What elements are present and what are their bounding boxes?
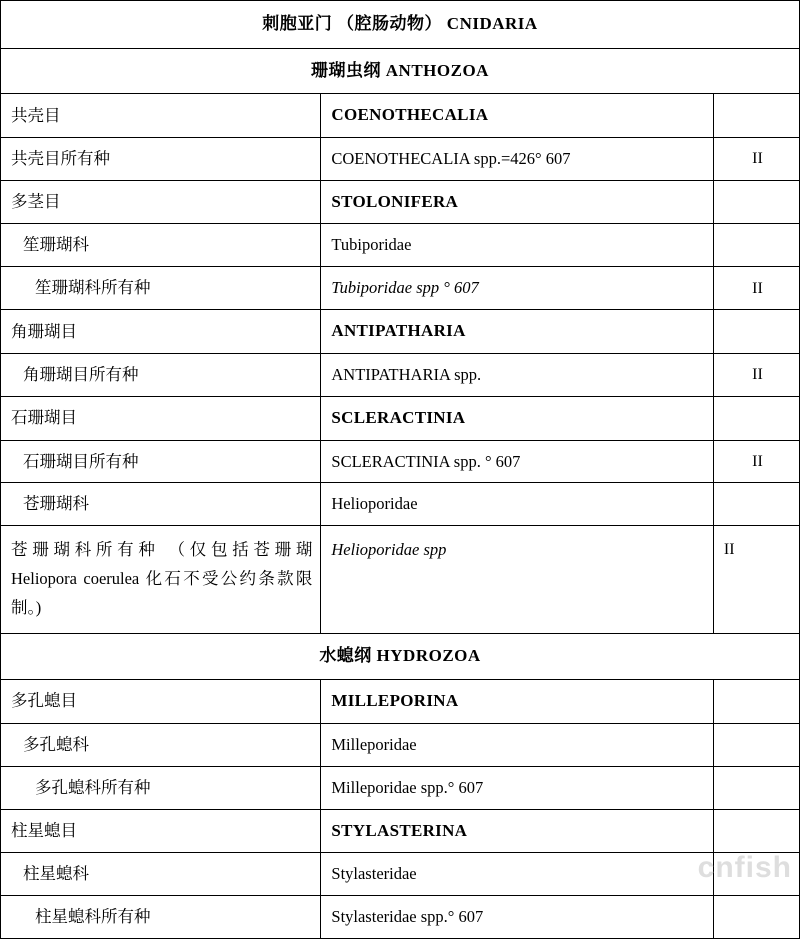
appendix-annotation: II — [752, 366, 763, 384]
taxon-chinese-name: 共壳目 — [11, 105, 61, 125]
table-row — [1, 896, 800, 939]
phylum-title: 刺胞亚门 （腔肠动物） CNIDARIA — [262, 14, 538, 33]
taxon-latin-name: ANTIPATHARIA — [331, 321, 466, 341]
watermark: cnfish — [697, 851, 792, 884]
appendix-annotation — [714, 236, 799, 254]
table-row — [1, 94, 800, 138]
taxon-latin-name: Tubiporidae spp ° 607 — [331, 278, 479, 298]
taxon-latin-name: Milleporidae — [331, 734, 417, 754]
taxon-latin-name: Helioporidae — [331, 494, 418, 514]
appendix-annotation: II — [752, 279, 763, 297]
table-row — [1, 310, 800, 354]
taxon-latin-name: Stylasteridae — [331, 864, 417, 884]
taxon-chinese-name: 共壳目所有种 — [11, 148, 110, 168]
table-row — [1, 353, 800, 396]
taxon-latin-name: Milleporidae spp.° 607 — [331, 777, 484, 797]
taxon-latin-name: Stylasteridae spp.° 607 — [331, 907, 484, 927]
class-heading: 珊瑚虫纲 ANTHOZOA — [311, 60, 489, 80]
appendix-annotation — [714, 323, 799, 341]
appendix-annotation — [714, 908, 799, 926]
taxon-chinese-name: 笙珊瑚科所有种 — [35, 278, 151, 298]
taxon-chinese-name: 多孔螅科所有种 — [35, 777, 151, 797]
table-row — [1, 766, 800, 809]
taxon-chinese-name: 柱星螅科所有种 — [35, 907, 151, 927]
table-row — [1, 680, 800, 724]
taxon-latin-name: Tubiporidae — [331, 235, 412, 255]
appendix-annotation: II — [752, 150, 763, 168]
taxon-latin-name: MILLEPORINA — [331, 691, 459, 711]
table-row — [1, 137, 800, 180]
taxon-chinese-name: 多孔螅科 — [23, 734, 89, 754]
table-row — [1, 180, 800, 224]
table-row-phylum-title — [1, 1, 800, 49]
table-row-class-anthozoa — [1, 48, 800, 94]
table-row — [1, 224, 800, 267]
taxon-latin-name: SCLERACTINIA spp. ° 607 — [331, 451, 521, 471]
taxon-latin-name: COENOTHECALIA — [331, 105, 489, 125]
appendix-annotation — [714, 779, 799, 797]
appendix-annotation — [714, 409, 799, 427]
table-row — [1, 396, 800, 440]
taxon-latin-name: Helioporidae spp — [331, 540, 447, 560]
taxon-chinese-name: 柱星螅目 — [11, 820, 77, 840]
taxon-chinese-name: 苍珊瑚科 — [23, 494, 89, 514]
table-row — [1, 809, 800, 853]
taxon-latin-name: SCLERACTINIA — [331, 407, 466, 427]
appendix-annotation: II — [723, 541, 735, 559]
table-row — [1, 853, 800, 896]
appendix-annotation — [714, 692, 799, 710]
taxon-chinese-name: 多茎目 — [11, 192, 61, 212]
taxon-latin-name: ANTIPATHARIA spp. — [331, 364, 482, 384]
taxon-chinese-name: 多孔螅目 — [11, 691, 77, 711]
table-row — [1, 483, 800, 526]
taxon-latin-name: COENOTHECALIA spp.=426° 607 — [331, 148, 571, 168]
table-row — [1, 267, 800, 310]
taxon-chinese-name: 石珊瑚目所有种 — [23, 451, 139, 471]
appendix-annotation — [714, 495, 799, 513]
appendix-annotation — [714, 107, 799, 125]
appendix-annotation — [714, 736, 799, 754]
class-heading: 水螅纲 HYDROZOA — [319, 646, 481, 666]
taxon-chinese-name: 角珊瑚目所有种 — [23, 364, 139, 384]
taxon-latin-name: STYLASTERINA — [331, 820, 468, 840]
taxon-latin-name: STOLONIFERA — [331, 191, 459, 211]
taxon-chinese-name: 柱星螅科 — [23, 864, 89, 884]
taxon-chinese-name: 笙珊瑚科 — [23, 235, 89, 255]
taxon-chinese-name: 石珊瑚目 — [11, 408, 77, 428]
table-row — [1, 526, 800, 634]
appendix-annotation — [714, 822, 799, 840]
taxon-chinese-name: 角珊瑚目 — [11, 321, 77, 341]
taxon-chinese-name: 苍珊瑚科所有种 （仅包括苍珊瑚 Heliopora coerulea 化石不受公约条款限制。) — [11, 540, 313, 618]
table-row — [1, 723, 800, 766]
appendix-annotation: II — [752, 452, 763, 470]
appendix-annotation — [714, 865, 799, 883]
table-row-class-hydrozoa — [1, 634, 800, 680]
table-row — [1, 440, 800, 483]
appendix-annotation — [714, 193, 799, 211]
